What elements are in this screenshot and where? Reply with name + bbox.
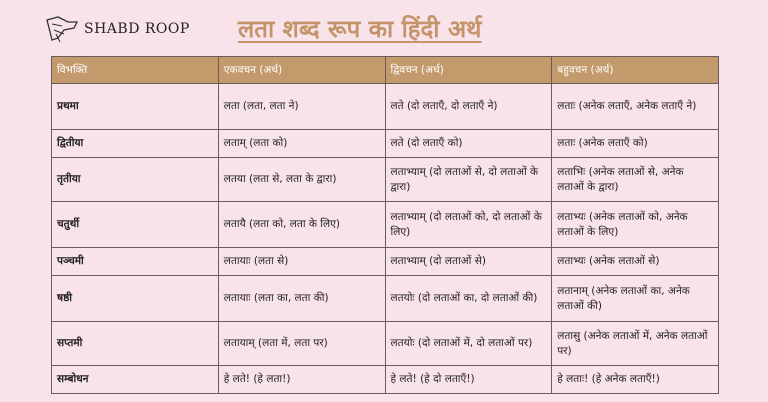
cell-dual: लतयोः (दो लताओं का, दो लताओं की)	[385, 276, 552, 322]
cell-plural: लताभ्यः (अनेक लताओं से)	[552, 248, 719, 276]
cell-case: पञ्चमी	[52, 248, 219, 276]
cell-singular: लता (लता, लता ने)	[218, 84, 385, 130]
cell-case: चतुर्थी	[52, 202, 219, 248]
cell-singular: लतायाः (लता से)	[218, 248, 385, 276]
cell-dual: हे लते! (हे दो लताएँ!)	[385, 366, 552, 394]
logo-text: SHABD ROOP	[84, 21, 190, 37]
cell-plural: लताः (अनेक लताएँ को)	[552, 130, 719, 158]
table-row	[52, 130, 719, 158]
cell-plural: लताभ्यः (अनेक लताओं को, अनेक लताओं के लिए)	[552, 202, 719, 248]
declension-table	[51, 56, 719, 394]
cell-case: प्रथमा	[52, 84, 219, 130]
hands-logo-icon	[44, 14, 80, 44]
cell-plural: हे लताः! (हे अनेक लताएँ!)	[552, 366, 719, 394]
cell-case: षष्ठी	[52, 276, 219, 322]
table-row	[52, 248, 719, 276]
cell-singular: लतया (लता से, लता के द्वारा)	[218, 158, 385, 202]
cell-dual: लताभ्याम् (दो लताओं से)	[385, 248, 552, 276]
cell-singular: हे लते! (हे लता!)	[218, 366, 385, 394]
header-plural: बहुवचन (अर्थ)	[552, 57, 719, 84]
cell-case: द्वितीया	[52, 130, 219, 158]
cell-dual: लतयोः (दो लताओं में, दो लताओं पर)	[385, 322, 552, 366]
table-row	[52, 366, 719, 394]
cell-plural: लताभिः (अनेक लताओं से, अनेक लताओं के द्वारा)	[552, 158, 719, 202]
table-row	[52, 84, 719, 130]
page-title: लता शब्द रूप का हिंदी अर्थ	[238, 15, 482, 43]
table-row	[52, 158, 719, 202]
cell-dual: लताभ्याम् (दो लताओं को, दो लताओं के लिए)	[385, 202, 552, 248]
cell-dual: लताभ्याम् (दो लताओं से, दो लताओं के द्वारा)	[385, 158, 552, 202]
cell-singular: लताम् (लता को)	[218, 130, 385, 158]
header-singular: एकवचन (अर्थ)	[218, 57, 385, 84]
cell-case: तृतीया	[52, 158, 219, 202]
cell-singular: लतायाः (लता का, लता की)	[218, 276, 385, 322]
cell-case: सम्बोधन	[52, 366, 219, 394]
cell-case: सप्तमी	[52, 322, 219, 366]
table-header-row	[52, 57, 719, 84]
table-row	[52, 202, 719, 248]
cell-plural: लतासु (अनेक लताओं में, अनेक लताओं पर)	[552, 322, 719, 366]
table-row	[52, 322, 719, 366]
cell-dual: लते (दो लताएँ को)	[385, 130, 552, 158]
cell-plural: लतानाम् (अनेक लताओं का, अनेक लताओं की)	[552, 276, 719, 322]
cell-singular: लतायाम् (लता में, लता पर)	[218, 322, 385, 366]
header-dual: द्विवचन (अर्थ)	[385, 57, 552, 84]
header-vibhakti: विभक्ति	[52, 57, 219, 84]
cell-singular: लतायै (लता को, लता के लिए)	[218, 202, 385, 248]
cell-plural: लताः (अनेक लताएँ, अनेक लताएँ ने)	[552, 84, 719, 130]
cell-dual: लते (दो लताएँ, दो लताएँ ने)	[385, 84, 552, 130]
table-row	[52, 276, 719, 322]
logo	[44, 14, 190, 44]
